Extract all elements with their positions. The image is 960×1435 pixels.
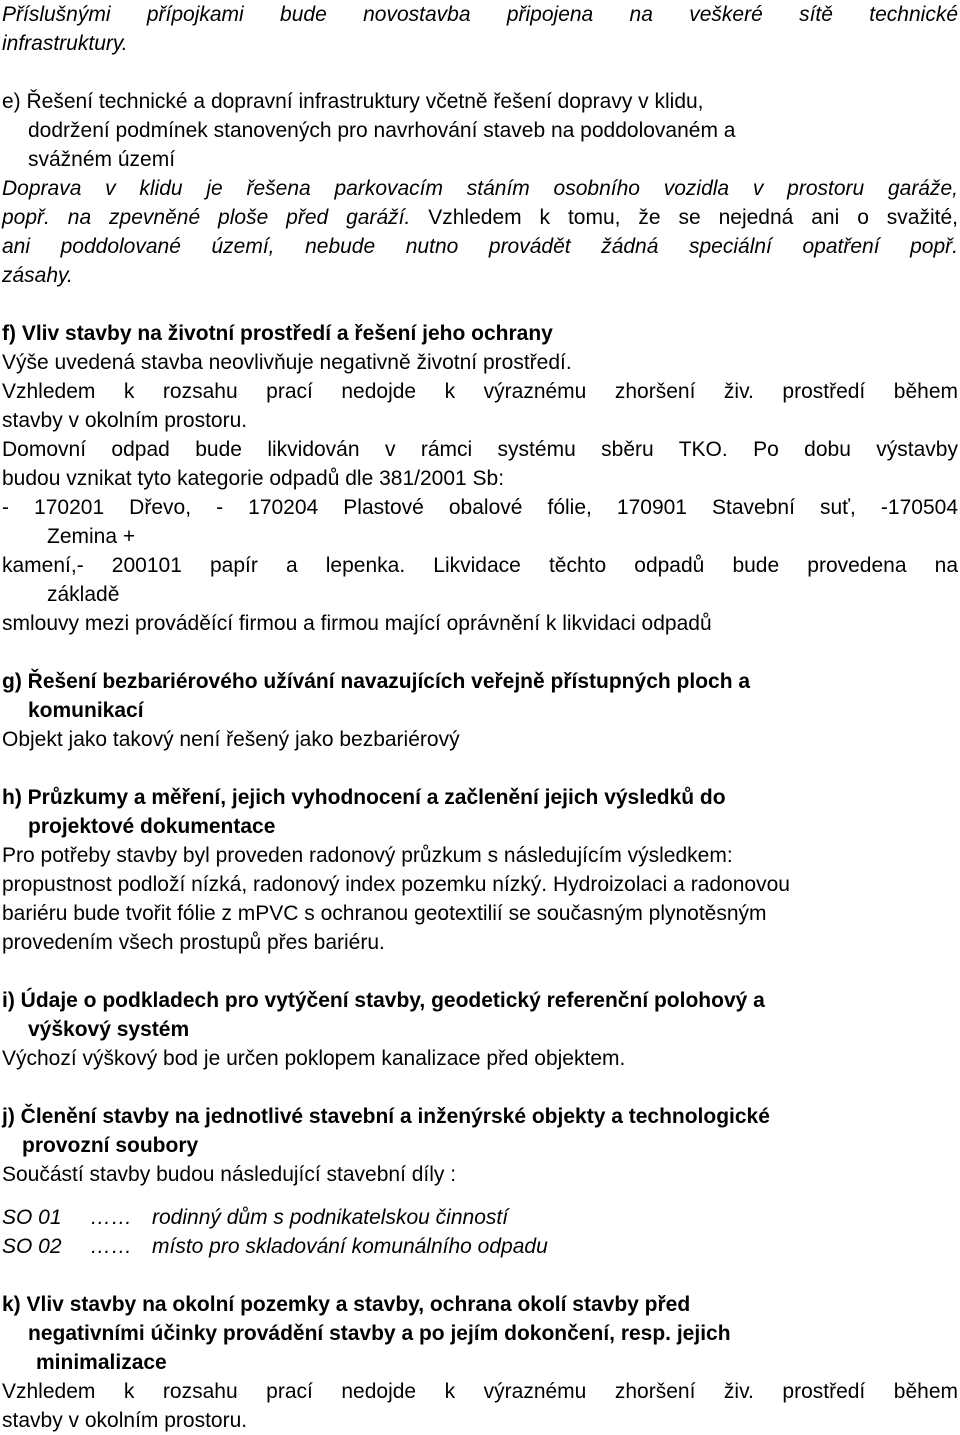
section-g — [2, 667, 958, 754]
section-heading: negativními účinky provádění stavby a po jejím dokončení, resp. jejich — [28, 1322, 731, 1345]
so-desc: rodinný dům s podnikatelskou činností — [152, 1206, 509, 1229]
section-heading: výškový systém — [28, 1018, 190, 1041]
section-j — [2, 1102, 958, 1261]
text-line: infrastruktury. — [2, 32, 128, 55]
text-line: Objekt jako takový není řešený jako bezbariérový — [2, 728, 460, 751]
section-heading: k) Vliv stavby na okolní pozemky a stavby, ochrana okolí stavby před — [2, 1293, 691, 1316]
section-i — [2, 986, 958, 1073]
text-line: Výchozí výškový bod je určen poklopem kanalizace před objektem. — [2, 1047, 626, 1070]
text-line: stavby v okolním prostoru. — [2, 1409, 248, 1432]
text-line: zásahy. — [2, 264, 73, 287]
intro-paragraph — [2, 0, 958, 58]
text-line: základě — [47, 583, 120, 606]
section-heading: f) Vliv stavby na životní prostředí a řešení jeho ochrany — [2, 322, 553, 345]
section-heading: svážném území — [28, 148, 176, 171]
text-line: Součástí stavby budou následující stavební díly : — [2, 1163, 457, 1186]
text-line: Příslušnými přípojkami bude novostavba připojena na veškeré sítě technické — [2, 3, 958, 26]
section-heading: provozní soubory — [22, 1134, 199, 1157]
so-item — [2, 1203, 958, 1232]
section-k — [2, 1290, 958, 1435]
text-line: smlouvy mezi prováděící firmou a firmou mající oprávnění k likvidaci odpadů — [2, 612, 712, 635]
text-line: Výše uvedená stavba neovlivňuje negativně životní prostředí. — [2, 351, 572, 374]
so-code: SO 02 — [2, 1235, 62, 1258]
text-line: propustnost podloží nízká, radonový index pozemku nízký. Hydroizolaci a radonovou — [2, 873, 790, 896]
section-heading: e) Řešení technické a dopravní infrastruktury včetně řešení dopravy v klidu, — [2, 90, 704, 113]
text-line: Zemina + — [47, 525, 136, 548]
section-h — [2, 783, 958, 957]
text-line: Vzhledem k rozsahu prací nedojde k výraznému zhoršení živ. prostředí během — [2, 1380, 958, 1403]
so-desc: místo pro skladování komunálního odpadu — [152, 1235, 548, 1258]
text-line: Vzhledem k rozsahu prací nedojde k výraznému zhoršení živ. prostředí během — [2, 380, 958, 403]
section-heading: projektové dokumentace — [28, 815, 276, 838]
so-dots: …… — [90, 1235, 132, 1258]
text-line: stavby v okolním prostoru. — [2, 409, 248, 432]
section-heading: komunikací — [28, 699, 144, 722]
text-line: popř. na zpevněné ploše před garáží. Vzhledem k tomu, že se nejedná ani o svažité, — [2, 206, 958, 229]
section-heading: j) Členění stavby na jednotlivé stavební a inženýrské objekty a technologické — [2, 1105, 770, 1128]
text-line: budou vznikat tyto kategorie odpadů dle 381/2001 Sb: — [2, 467, 505, 490]
text-line: - 170201 Dřevo, - 170204 Plastové obalové fólie, 170901 Stavební suť, -170504 — [2, 496, 958, 519]
section-heading: i) Údaje o podkladech pro vytýčení stavby, geodetický referenční polohový a — [2, 989, 765, 1012]
text-line: Doprava v klidu je řešena parkovacím stáním osobního vozidla v prostoru garáže, — [2, 177, 958, 200]
section-heading: g) Řešení bezbariérového užívání navazujících veřejně přístupných ploch a — [2, 670, 751, 693]
text-line: ani poddolované území, nebude nutno provádět žádná speciální opatření popř. — [2, 235, 958, 258]
so-dots: …… — [90, 1206, 132, 1229]
so-code: SO 01 — [2, 1206, 62, 1229]
section-e — [2, 87, 958, 290]
so-item — [2, 1232, 958, 1261]
text-line: provedením všech prostupů přes bariéru. — [2, 931, 385, 954]
text-line: kamení,- 200101 papír a lepenka. Likvidace těchto odpadů bude provedena na — [2, 554, 958, 577]
section-heading: h) Průzkumy a měření, jejich vyhodnocení a začlenění jejich výsledků do — [2, 786, 726, 809]
text-line: Domovní odpad bude likvidován v rámci systému sběru TKO. Po dobu výstavby — [2, 438, 958, 461]
text-line: bariéru bude tvořit fólie z mPVC s ochranou geotextilií se současným plynotěsným — [2, 902, 767, 925]
section-heading: dodržení podmínek stanovených pro navrhování staveb na poddolovaném a — [28, 119, 736, 142]
text-line: Pro potřeby stavby byl proveden radonový průzkum s následujícím výsledkem: — [2, 844, 733, 867]
section-heading: minimalizace — [36, 1351, 167, 1374]
section-f — [2, 319, 958, 638]
